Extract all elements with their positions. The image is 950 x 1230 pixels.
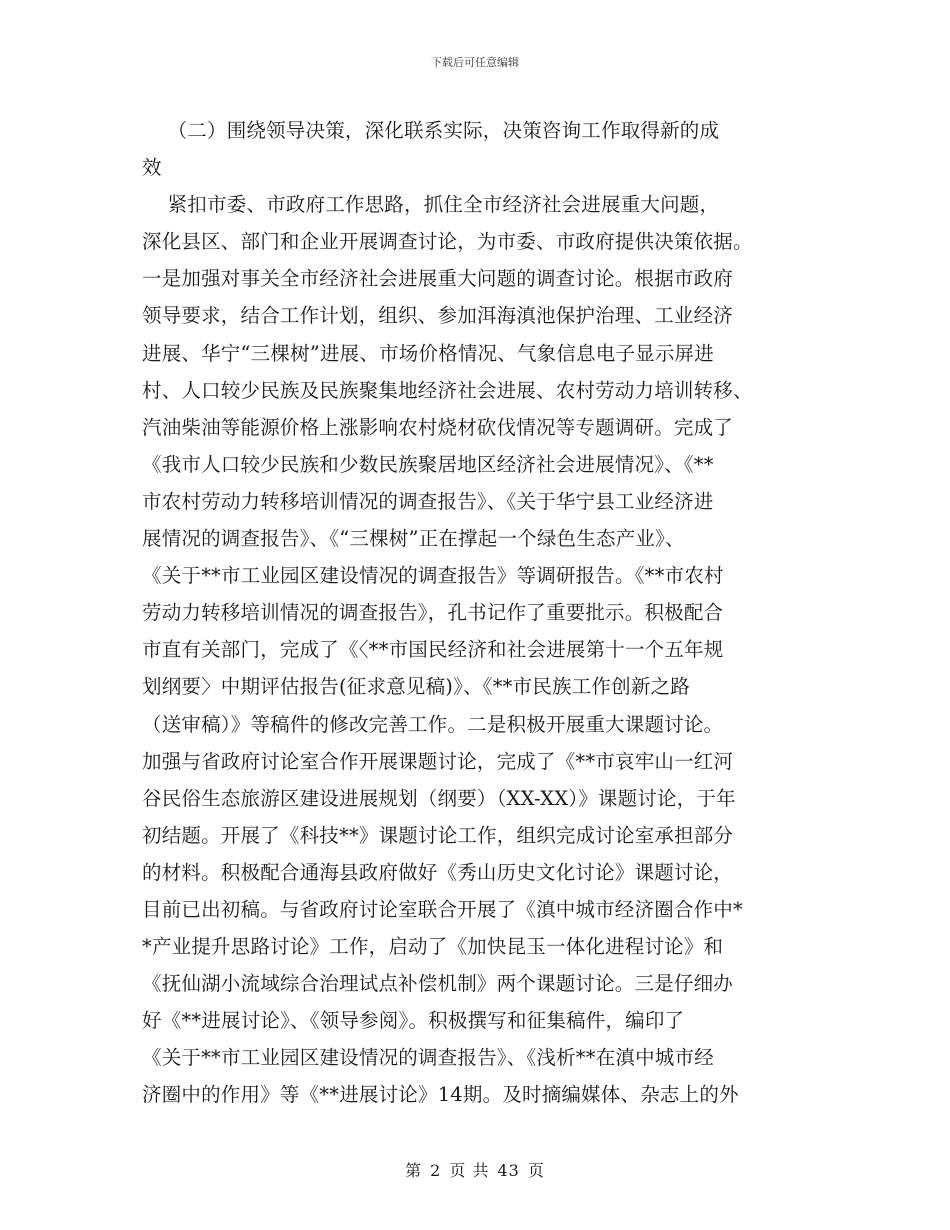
text-line: 汽油柴油等能源价格上涨影响农村烧材砍伐情况等专题调研。完成了	[142, 415, 734, 439]
text-line: 市直有关部门，完成了《〈**市国民经济和社会进展第十一个五年规	[142, 638, 724, 662]
page-footer	[0, 1158, 950, 1181]
text-line: 的材料。积极配合通海县政府做好《秀山历史文化讨论》课题讨论，	[142, 860, 734, 884]
text-line: 效	[142, 156, 162, 180]
text-line: 市农村劳动力转移培训情况的调查报告》、《关于华宁县工业经济进	[142, 489, 714, 513]
text-line: 劳动力转移培训情况的调查报告》，孔书记作了重要批示。积极配合	[142, 601, 724, 625]
header-note: 下载后可任意编辑	[431, 56, 519, 69]
text-line: 深化县区、部门和企业开展调查讨论，为市委、市政府提供决策依据。	[142, 230, 753, 254]
text-line: 划纲要〉中期评估报告(征求意见稿)》、《**市民族工作创新之路	[142, 675, 690, 699]
total-pages: 43	[497, 1161, 520, 1180]
text-line: 紧扣市委、市政府工作思路，抓住全市经济社会进展重大问题，	[142, 193, 720, 217]
text-line: 《关于**市工业园区建设情况的调查报告》等调研报告。《**市农村	[142, 564, 724, 588]
text-line: 《抚仙湖小流域综合治理试点补偿机制》两个课题讨论。三是仔细办	[142, 972, 734, 996]
page-number: 2	[430, 1161, 442, 1180]
document-body	[142, 112, 812, 1114]
footer-suffix: 页	[527, 1161, 545, 1180]
text-line: 进展、华宁“三棵树”进展、市场价格情况、气象信息电子显示屏进	[142, 341, 714, 365]
text-line: （送审稿）》等稿件的修改完善工作。二是积极开展重大课题讨论。	[142, 712, 724, 736]
footer-prefix: 第	[405, 1161, 423, 1180]
text-line: 谷民俗生态旅游区建设进展规划（纲要）（XX-XX）》课题讨论，于年	[142, 786, 736, 810]
text-line: 加强与省政府讨论室合作开展课题讨论，完成了《**市哀牢山一红河	[142, 749, 734, 773]
text-line: 展情况的调查报告》、《“三棵树”正在撑起一个绿色生态产业》、	[142, 527, 685, 551]
text-line: 《关于**市工业园区建设情况的调查报告》、《浅析**在滇中城市经	[142, 1046, 714, 1070]
text-line: 济圈中的作用》等《**进展讨论》14期。及时摘编媒体、杂志上的外	[142, 1083, 739, 1107]
text-line: （二）围绕领导决策，深化联系实际，决策咨询工作取得新的成	[142, 119, 720, 142]
text-line: *产业提升思路讨论》工作，启动了《加快昆玉一体化进程讨论》和	[142, 935, 724, 959]
text-line: 《我市人口较少民族和少数民族聚居地区经济社会进展情况》、《**	[142, 452, 714, 476]
text-line: 好《**进展讨论》、《领导参阅》。积极撰写和征集稿件，编印了	[142, 1009, 685, 1033]
text-line: 一是加强对事关全市经济社会进展重大问题的调查讨论。根据市政府	[142, 267, 734, 291]
text-line: 领导要求，结合工作计划，组织、参加洱海滇池保护治理、工业经济	[142, 304, 734, 328]
text-line: 村、人口较少民族及民族聚集地经济社会进展、农村劳动力培训转移、	[142, 378, 753, 402]
footer-mid: 页 共	[449, 1161, 490, 1180]
text-line: 初结题。开展了《科技**》课题讨论工作，组织完成讨论室承担部分	[142, 823, 734, 847]
text-line: 目前已出初稿。与省政府讨论室联合开展了《滇中城市经济圈合作中*	[142, 897, 743, 921]
